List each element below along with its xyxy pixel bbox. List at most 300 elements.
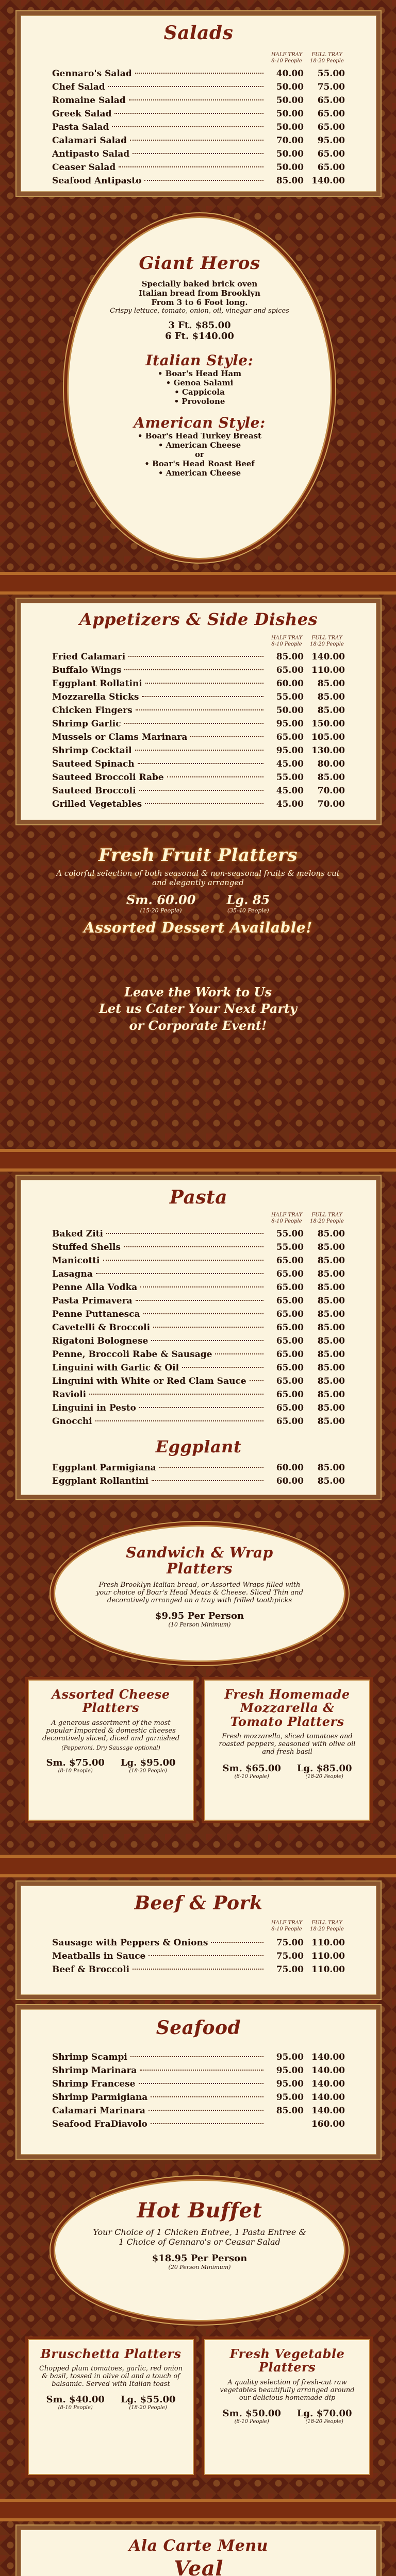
american-style-title: American Style:	[134, 414, 266, 432]
menu-row	[52, 719, 345, 732]
half-tray-price: 75.00	[276, 1951, 304, 1961]
half-tray-price: 95.00	[276, 719, 304, 729]
leader-dots	[114, 113, 263, 114]
item-name: Ceaser Salad	[52, 162, 116, 173]
leader-dots	[133, 1969, 263, 1970]
full-tray-price: 85.00	[317, 1242, 345, 1252]
half-tray-price: 95.00	[276, 2079, 304, 2089]
full-tray-price: 85.00	[317, 1363, 345, 1373]
bruschetta-title: Bruschetta Platters	[40, 2346, 182, 2361]
seafood-title: Seafood	[156, 2017, 241, 2039]
sandwich-sub: (10 Person Minimum)	[168, 1621, 231, 1628]
leader-dots	[112, 126, 263, 127]
half-tray-price: 50.00	[276, 95, 304, 106]
pasta-panel	[21, 1180, 376, 1495]
mozz-lg-sub: (18-20 People)	[305, 1774, 343, 1780]
italian-style-title: Italian Style:	[145, 352, 254, 369]
half-tray-price: 50.00	[276, 122, 304, 132]
american-style-list	[89, 431, 310, 478]
mozz-lg-price: Lg. $85.00	[296, 1763, 352, 1774]
item-name: Mussels or Clams Marinara	[52, 732, 188, 742]
brus-sm-price: Sm. $40.00	[46, 2394, 105, 2405]
leader-dots	[124, 1246, 263, 1247]
half-tray-price: 55.00	[276, 772, 304, 783]
leader-dots	[140, 1286, 263, 1287]
full-tray-price: 85.00	[317, 1389, 345, 1400]
leader-dots	[136, 1300, 263, 1301]
menu-row	[52, 1964, 345, 1978]
menu-row	[52, 149, 345, 162]
cheese-card	[28, 1680, 194, 1821]
half-tray-price: 55.00	[276, 1229, 304, 1239]
full-tray-price: 140.00	[311, 2052, 345, 2062]
leader-dots	[215, 1353, 263, 1354]
item-name: Sausage with Peppers & Onions	[52, 1938, 208, 1948]
leader-dots	[124, 723, 263, 724]
list-item: • Provolone	[174, 397, 225, 406]
fruit-sm-price: Sm. 60.00	[126, 892, 196, 907]
sandwich-title: Sandwich & Wrap Platters	[126, 1544, 273, 1577]
menu-row	[52, 679, 345, 692]
full-tray-price: 85.00	[317, 1323, 345, 1333]
veg-lg-price: Lg. $70.00	[296, 2408, 352, 2419]
menu-row	[52, 162, 345, 176]
full-tray-price: 65.00	[317, 109, 345, 119]
sandwich-oval	[54, 1525, 345, 1662]
item-name: Fried Calamari	[52, 652, 126, 662]
leader-dots	[143, 1313, 263, 1314]
menu-row	[52, 1349, 345, 1363]
item-name: Buffalo Wings	[52, 665, 122, 675]
seafood-panel	[21, 2009, 376, 2155]
item-name: Eggplant Rollatini	[52, 679, 142, 689]
full-tray-header: FULL TRAY 18-20 People	[310, 1920, 344, 1932]
menu-row	[52, 1463, 345, 1476]
item-name: Gennaro's Salad	[52, 69, 132, 79]
menu-row	[52, 2079, 345, 2092]
full-tray-price: 140.00	[311, 2079, 345, 2089]
half-tray-price: 65.00	[276, 1282, 304, 1293]
leader-dots	[250, 1380, 263, 1381]
menu-row	[52, 1242, 345, 1256]
half-tray-price: 45.00	[276, 799, 304, 809]
leader-dots	[106, 1233, 263, 1234]
menu-row	[52, 786, 345, 799]
half-tray-price: 95.00	[276, 745, 304, 756]
full-tray-price: 65.00	[317, 95, 345, 106]
leave-line1: Leave the Work to Us	[124, 985, 272, 999]
half-tray-price: 40.00	[276, 69, 304, 79]
leader-dots	[96, 1273, 263, 1274]
item-name: Eggplant Rollantini	[52, 1476, 149, 1486]
full-tray-price: 85.00	[317, 692, 345, 702]
full-tray-price: 85.00	[317, 1376, 345, 1386]
half-tray-price: 70.00	[276, 135, 304, 146]
menu-row	[52, 2065, 345, 2079]
leader-dots	[190, 736, 263, 737]
divider-band	[0, 1855, 396, 1877]
leader-dots	[139, 2083, 264, 2084]
fruit-section	[0, 845, 396, 948]
leader-dots	[182, 1367, 263, 1368]
leader-dots	[148, 2110, 263, 2111]
half-tray-price: 85.00	[276, 652, 304, 662]
heros-desc2: Italian bread from Brooklyn	[138, 289, 261, 298]
half-tray-price: 55.00	[276, 1242, 304, 1252]
full-tray-price: 70.00	[317, 799, 345, 809]
full-tray-price: 65.00	[317, 122, 345, 132]
full-tray-price: 85.00	[317, 1256, 345, 1266]
buffet-price: $18.95 Per Person	[152, 2253, 248, 2264]
menu-row	[52, 1229, 345, 1242]
item-name: Calamari Salad	[52, 135, 127, 146]
item-name: Sauteed Broccoli Rabe	[52, 772, 164, 783]
menu-row	[52, 732, 345, 745]
full-tray-price: 65.00	[317, 149, 345, 159]
leader-dots	[140, 2070, 263, 2071]
cheese-lg-sub: (18-20 People)	[129, 1768, 167, 1774]
menu-row	[52, 1296, 345, 1309]
full-tray-price: 85.00	[317, 1229, 345, 1239]
vegetable-card	[204, 2339, 370, 2475]
menu-row	[52, 135, 345, 149]
leader-dots	[151, 1340, 263, 1341]
heros-price-6ft: 6 Ft. $140.00	[165, 331, 234, 342]
divider-band	[0, 572, 396, 595]
pasta-title: Pasta	[169, 1187, 228, 1208]
half-tray-price: 65.00	[276, 1376, 304, 1386]
menu-row	[52, 95, 345, 109]
full-tray-price: 110.00	[311, 665, 345, 675]
italian-style-list	[89, 369, 310, 406]
full-tray-price: 95.00	[317, 135, 345, 146]
leader-dots	[130, 2056, 263, 2057]
full-tray-price: 150.00	[311, 719, 345, 729]
half-tray-price: 65.00	[276, 665, 304, 675]
leave-line2: Let us Cater Your Next Party	[99, 1001, 297, 1016]
veg-sm-sub: (8-10 People)	[234, 2418, 269, 2425]
leader-dots	[138, 763, 263, 764]
buffet-sub: (20 Person Minimum)	[168, 2264, 231, 2270]
full-tray-price: 110.00	[311, 1964, 345, 1975]
item-name: Cavetelli & Broccoli	[52, 1323, 151, 1333]
list-item: • Genoa Salami	[166, 378, 234, 388]
menu-row	[52, 772, 345, 786]
fruit-lg-price: Lg. 85	[226, 892, 270, 907]
half-tray-price: 55.00	[276, 692, 304, 702]
vegetable-title: Fresh Vegetable Platters	[229, 2346, 345, 2375]
divider-band	[0, 2499, 396, 2521]
item-name: Penne Alla Vodka	[52, 1282, 138, 1293]
full-tray-price: 85.00	[317, 1309, 345, 1319]
fruit-lg-sub: (35-40 People)	[227, 907, 269, 914]
half-tray-price: 85.00	[276, 176, 304, 186]
leader-dots	[145, 803, 263, 804]
cheese-sm-price: Sm. $75.00	[46, 1757, 105, 1768]
half-tray-price: 65.00	[276, 1256, 304, 1266]
full-tray-price: 85.00	[317, 679, 345, 689]
item-name: Pasta Salad	[52, 122, 109, 132]
half-tray-price: 65.00	[276, 1416, 304, 1427]
item-name: Penne, Broccoli Rabe & Sausage	[52, 1349, 212, 1360]
item-name: Shrimp Scampi	[52, 2052, 127, 2062]
menu-row	[52, 1256, 345, 1269]
list-item: • Cappicola	[174, 387, 225, 397]
item-name: Lasagna	[52, 1269, 93, 1279]
half-tray-price: 60.00	[276, 1476, 304, 1486]
item-name: Rigatoni Bolognese	[52, 1336, 148, 1346]
half-tray-price: 75.00	[276, 1964, 304, 1975]
buffet-desc2: 1 Choice of Gennaro's or Ceasar Salad	[119, 2237, 280, 2247]
leader-dots	[129, 99, 263, 100]
item-name: Pasta Primavera	[52, 1296, 133, 1306]
half-tray-price: 95.00	[276, 2052, 304, 2062]
full-tray-price: 85.00	[317, 1349, 345, 1360]
item-name: Chicken Fingers	[52, 705, 133, 716]
item-name: Linguini in Pesto	[52, 1403, 136, 1413]
menu-row	[52, 1323, 345, 1336]
half-tray-price: 65.00	[276, 1349, 304, 1360]
full-tray-price: 85.00	[317, 1416, 345, 1427]
salads-panel	[21, 15, 376, 192]
heros-desc1: Specially baked brick oven	[141, 279, 258, 289]
beef-pork-title: Beef & Pork	[134, 1892, 263, 1914]
full-tray-price: 85.00	[317, 1403, 345, 1413]
leader-dots	[145, 683, 263, 684]
heros-desc4: Crispy lettuce, tomato, onion, oil, vinegar and spices	[110, 307, 289, 315]
brus-lg-price: Lg. $55.00	[120, 2394, 176, 2405]
menu-row	[52, 1416, 345, 1430]
half-tray-price: 65.00	[276, 1389, 304, 1400]
item-name: Seafood FraDiavolo	[52, 2119, 147, 2129]
cheese-sm-sub: (8-10 People)	[58, 1768, 93, 1774]
menu-row	[52, 1476, 345, 1489]
menu-row	[52, 2119, 345, 2132]
item-name: Sauteed Broccoli	[52, 786, 136, 796]
menu-row	[52, 1951, 345, 1964]
full-tray-price: 80.00	[317, 759, 345, 769]
leave-line3: or Corporate Event!	[129, 1018, 267, 1033]
leader-dots	[152, 1480, 263, 1481]
full-tray-price: 85.00	[317, 1282, 345, 1293]
item-name: Grilled Vegetables	[52, 799, 142, 809]
menu-row	[52, 2092, 345, 2106]
half-tray-price: 50.00	[276, 82, 304, 92]
beef-pork-panel	[21, 1886, 376, 1995]
half-tray-price: 65.00	[276, 1309, 304, 1319]
item-name: Linguini with White or Red Clam Sauce	[52, 1376, 246, 1386]
leader-dots	[89, 1394, 263, 1395]
half-tray-price: 60.00	[276, 679, 304, 689]
divider-band	[0, 1149, 396, 1172]
item-name: Shrimp Cocktail	[52, 745, 132, 756]
menu-row	[52, 176, 345, 189]
item-name: Shrimp Francese	[52, 2079, 136, 2089]
ala-carte-panel	[21, 2530, 376, 2576]
cheese-sub: (Pepperoni, Dry Sausage optional)	[61, 1744, 160, 1751]
half-tray-price: 45.00	[276, 759, 304, 769]
half-tray-header: HALF TRAY 8-10 People	[271, 1920, 303, 1932]
menu-row	[52, 1389, 345, 1403]
leader-dots	[167, 776, 263, 777]
salads-list	[52, 69, 345, 189]
half-tray-price: 65.00	[276, 1296, 304, 1306]
full-tray-price: 85.00	[317, 772, 345, 783]
appetizers-title: Appetizers & Side Dishes	[79, 609, 318, 629]
leader-dots	[144, 180, 263, 181]
full-tray-price: 140.00	[311, 176, 345, 186]
half-tray-price: 50.00	[276, 149, 304, 159]
full-tray-price: 85.00	[317, 1269, 345, 1279]
half-tray-price: 50.00	[276, 109, 304, 119]
full-tray-price: 55.00	[317, 69, 345, 79]
menu-row	[52, 1363, 345, 1376]
mozz-sm-price: Sm. $65.00	[222, 1763, 281, 1774]
half-tray-price: 95.00	[276, 2092, 304, 2103]
leader-dots	[136, 709, 263, 710]
menu-row	[52, 652, 345, 665]
leader-dots	[119, 166, 263, 167]
cheese-desc: A generous assortment of the most popular Imported & domestic cheeses decoratively sliced, diced and garnished	[42, 1719, 180, 1742]
half-tray-price: 60.00	[276, 1463, 304, 1473]
hot-buffet-title: Hot Buffet	[137, 2198, 262, 2223]
full-tray-price: 110.00	[311, 1951, 345, 1961]
full-tray-price: 70.00	[317, 786, 345, 796]
leader-dots	[142, 696, 263, 697]
menu-row	[52, 69, 345, 82]
sandwich-desc: Fresh Brooklyn Italian bread, or Assorted Wraps filled with your choice of Boar's Head Meats & Cheese. Sliced Thin and decoratively arranged on a tray with frilled toothpicks	[96, 1581, 303, 1604]
item-name: Sauteed Spinach	[52, 759, 135, 769]
menu-row	[52, 1336, 345, 1349]
menu-row	[52, 1282, 345, 1296]
appetizers-panel	[21, 603, 376, 820]
seafood-list	[52, 2052, 345, 2132]
menu-row	[52, 799, 345, 812]
item-name: Gnocchi	[52, 1416, 92, 1427]
half-tray-header: HALF TRAY 8-10 People	[271, 52, 303, 64]
item-name: Baked Ziti	[52, 1229, 103, 1239]
menu-row	[52, 1403, 345, 1416]
full-tray-price: 105.00	[311, 732, 345, 742]
half-tray-price: 65.00	[276, 732, 304, 742]
item-name: Linguini with Garlic & Oil	[52, 1363, 179, 1373]
sandwich-price: $9.95 Per Person	[155, 1610, 244, 1621]
appetizers-list	[52, 652, 345, 812]
veg-sm-price: Sm. $50.00	[222, 2408, 281, 2419]
half-tray-header: HALF TRAY 8-10 People	[271, 635, 303, 647]
leader-dots	[128, 656, 263, 657]
full-tray-price: 140.00	[311, 2065, 345, 2076]
full-tray-header: FULL TRAY 18-20 People	[310, 52, 344, 64]
full-tray-price: 75.00	[317, 82, 345, 92]
item-name: Ravioli	[52, 1389, 87, 1400]
full-tray-price: 85.00	[317, 705, 345, 716]
menu-row	[52, 122, 345, 135]
vegetable-desc: A quality selection of fresh-cut raw vegetables beautifully arranged around our delicious homemade dip	[220, 2378, 355, 2402]
menu-row	[52, 705, 345, 719]
menu-row	[52, 665, 345, 679]
menu-row	[52, 1309, 345, 1323]
menu-row	[52, 2106, 345, 2119]
leader-dots	[135, 73, 263, 74]
leader-dots	[103, 1260, 263, 1261]
leader-dots	[95, 1420, 263, 1421]
item-name: Antipasto Salad	[52, 149, 130, 159]
full-tray-header: FULL TRAY 18-20 People	[310, 635, 344, 647]
item-name: Greek Salad	[52, 109, 112, 119]
leader-dots	[133, 153, 263, 154]
full-tray-price: 160.00	[311, 2119, 345, 2129]
bruschetta-card	[28, 2339, 194, 2475]
fruit-desc: A colorful selection of both seasonal & non-seasonal fruits & melons cut and elegantly arranged	[56, 869, 340, 887]
leader-dots	[139, 1407, 263, 1408]
leader-dots	[124, 669, 263, 670]
menu-row	[52, 1376, 345, 1389]
full-tray-price: 85.00	[317, 1476, 345, 1486]
full-tray-price: 140.00	[311, 2092, 345, 2103]
full-tray-header: FULL TRAY 18-20 People	[310, 1212, 344, 1224]
item-name: Mozzarella Sticks	[52, 692, 139, 702]
mozzarella-desc: Fresh mozzarella, sliced tomatoes and roasted peppers, seasoned with olive oil and fresh basil	[219, 1733, 356, 1756]
leader-dots	[151, 2123, 263, 2124]
hot-buffet-oval	[54, 2179, 345, 2321]
full-tray-price: 85.00	[317, 1463, 345, 1473]
brus-lg-sub: (18-20 People)	[129, 2405, 167, 2411]
list-item: • Boar's Head Roast Beef	[144, 459, 255, 468]
ala-carte-title: Ala Carte Menu	[129, 2537, 268, 2555]
item-name: Penne Puttanesca	[52, 1309, 140, 1319]
item-name: Shrimp Parmigiana	[52, 2092, 148, 2103]
eggplant-list	[52, 1463, 345, 1489]
half-tray-price: 75.00	[276, 1938, 304, 1948]
half-tray-price: 85.00	[276, 2106, 304, 2116]
dessert-available: Assorted Dessert Available!	[84, 919, 312, 936]
half-tray-price: 65.00	[276, 1363, 304, 1373]
item-name: Shrimp Marinara	[52, 2065, 137, 2076]
item-name: Chef Salad	[52, 82, 105, 92]
half-tray-price: 65.00	[276, 1269, 304, 1279]
mozzarella-title: Fresh Homemade Mozzarella & Tomato Platters	[224, 1687, 350, 1729]
full-tray-price: 65.00	[317, 162, 345, 173]
leader-dots	[151, 2096, 263, 2097]
item-name: Stuffed Shells	[52, 1242, 121, 1252]
fruit-title: Fresh Fruit Platters	[98, 845, 298, 866]
half-tray-price: 50.00	[276, 705, 304, 716]
veal-title: Veal	[174, 2556, 223, 2576]
half-tray-header: HALF TRAY 8-10 People	[271, 1212, 303, 1224]
brus-sm-sub: (8-10 People)	[58, 2405, 93, 2411]
mozzarella-card	[204, 1680, 370, 1821]
full-tray-price: 140.00	[311, 652, 345, 662]
leader-dots	[139, 790, 263, 791]
full-tray-price: 140.00	[311, 2106, 345, 2116]
menu-row	[52, 1269, 345, 1282]
item-name: Beef & Broccoli	[52, 1964, 130, 1975]
list-item: • American Cheese	[158, 468, 241, 478]
pasta-list	[52, 1229, 345, 1430]
giant-heros-title: Giant Heros	[139, 253, 260, 274]
half-tray-price: 65.00	[276, 1403, 304, 1413]
mozz-sm-sub: (8-10 People)	[234, 1774, 269, 1780]
veg-lg-sub: (18-20 People)	[305, 2418, 343, 2425]
item-name: Manicotti	[52, 1256, 100, 1266]
full-tray-price: 110.00	[311, 1938, 345, 1948]
item-name: Calamari Marinara	[52, 2106, 145, 2116]
menu-row	[52, 1938, 345, 1951]
item-name: Seafood Antipasto	[52, 176, 142, 186]
leader-dots	[130, 140, 263, 141]
item-name: Meatballs in Sauce	[52, 1951, 146, 1961]
